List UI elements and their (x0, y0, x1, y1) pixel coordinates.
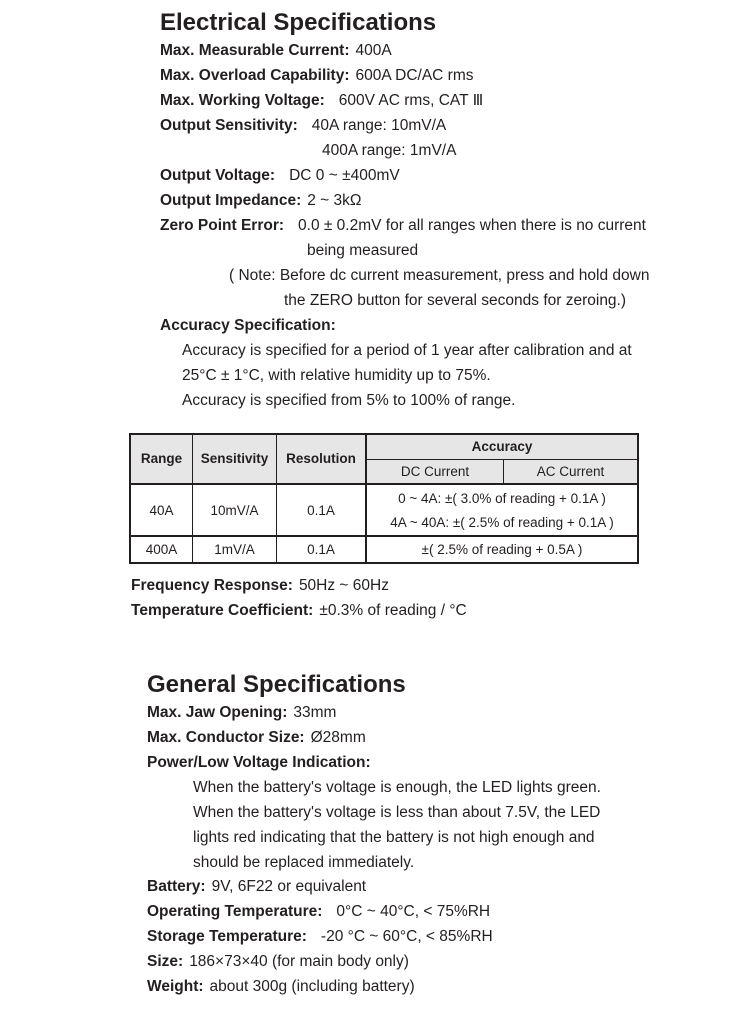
spec-operating-temp (147, 902, 490, 922)
cell-range: 40A (149, 502, 174, 518)
accuracy-line-2: 25°C ± 1°C, with relative humidity up to 75%. (182, 367, 491, 384)
spec-jaw (147, 703, 336, 723)
spec-weight (147, 977, 415, 997)
note-line-1: ( Note: Before dc current measurement, press and hold down (229, 267, 650, 284)
header-ac-current: AC Current (504, 460, 637, 483)
spec-temp-coeff (131, 601, 467, 621)
spec-value: 9V, 6F22 or equivalent (211, 878, 367, 895)
header-resolution: Resolution (277, 435, 365, 483)
spec-value: 400A (355, 42, 392, 59)
spec-max-current (160, 41, 392, 61)
cell-range: 400A (145, 541, 178, 557)
spec-label: Max. Working Voltage: (160, 92, 325, 109)
accuracy-line-1: Accuracy is specified for a period of 1 year after calibration and at (182, 342, 632, 359)
spec-value: 50Hz ~ 60Hz (298, 577, 389, 594)
spec-value: 33mm (293, 704, 337, 721)
spec-label: Storage Temperature: (147, 928, 307, 945)
header-sensitivity: Sensitivity (193, 435, 276, 483)
spec-value: ±0.3% of reading / °C (319, 602, 467, 619)
table-divider (131, 483, 637, 485)
header-range: Range (131, 435, 192, 483)
spec-output-sensitivity-2: 400A range: 1mV/A (322, 142, 457, 159)
cell-sensitivity: 1mV/A (214, 541, 255, 557)
spec-value: 2 ~ 3kΩ (307, 192, 362, 209)
spec-value: Ø28mm (310, 729, 366, 746)
spec-label: Max. Conductor Size: (147, 729, 305, 746)
table-divider (192, 435, 193, 562)
accuracy-spec-label: Accuracy Specification: (160, 317, 336, 334)
note-line-2: the ZERO button for several seconds for zeroing.) (284, 292, 627, 309)
spec-overload (160, 66, 474, 86)
spec-value: 600V AC rms, CAT Ⅲ (338, 92, 484, 109)
spec-value: -20 °C ~ 60°C, < 85%RH (320, 928, 493, 945)
cell-resolution: 0.1A (307, 541, 335, 557)
spec-zero-error-2: being measured (307, 242, 419, 259)
spec-label: Zero Point Error: (160, 217, 285, 234)
table-divider (276, 435, 277, 562)
power-label: Power/Low Voltage Indication: (147, 754, 371, 771)
spec-label: Max. Jaw Opening: (147, 704, 288, 721)
spec-zero-error (160, 216, 646, 236)
spec-value: about 300g (including battery) (209, 978, 415, 995)
spec-output-impedance (160, 191, 361, 211)
table-divider (131, 535, 637, 537)
general-title: General Specifications (147, 671, 406, 698)
spec-label: Output Impedance: (160, 192, 302, 209)
spec-output-voltage (160, 166, 400, 186)
spec-value: 0°C ~ 40°C, < 75%RH (336, 903, 491, 920)
spec-frequency (131, 576, 389, 596)
spec-label: Operating Temperature: (147, 903, 323, 920)
spec-label: Max. Measurable Current: (160, 42, 350, 59)
cell-sensitivity: 10mV/A (210, 502, 259, 518)
cell-accuracy: ±( 2.5% of reading + 0.5A ) (421, 541, 583, 557)
spec-value: 600A DC/AC rms (355, 67, 474, 84)
cell-resolution: 0.1A (307, 502, 335, 518)
accuracy-table (129, 433, 639, 564)
spec-size (147, 952, 409, 972)
spec-value: 186×73×40 (for main body only) (189, 953, 409, 970)
spec-value: 40A range: 10mV/A (311, 117, 447, 134)
spec-output-sensitivity (160, 116, 446, 136)
table-divider (367, 459, 637, 460)
spec-value: DC 0 ~ ±400mV (289, 167, 400, 184)
spec-label: Output Sensitivity: (160, 117, 298, 134)
power-line-3: lights red indicating that the battery is not high enough and (193, 829, 595, 846)
header-accuracy: Accuracy (367, 435, 637, 459)
power-line-1: When the battery's voltage is enough, the LED lights green. (193, 779, 601, 796)
table-divider (503, 459, 504, 483)
power-line-2: When the battery's voltage is less than about 7.5V, the LED (193, 804, 601, 821)
header-dc-current: DC Current (367, 460, 503, 483)
table-divider (365, 435, 367, 562)
spec-label: Output Voltage: (160, 167, 276, 184)
spec-working-voltage (160, 91, 483, 111)
spec-storage-temp (147, 927, 493, 947)
spec-label: Frequency Response: (131, 577, 293, 594)
spec-label: Weight: (147, 978, 204, 995)
spec-label: Size: (147, 953, 184, 970)
accuracy-line-3: Accuracy is specified from 5% to 100% of range. (182, 392, 516, 409)
electrical-title: Electrical Specifications (160, 9, 437, 36)
spec-battery (147, 877, 366, 897)
spec-label: Temperature Coefficient: (131, 602, 314, 619)
spec-conductor (147, 728, 366, 748)
spec-label: Max. Overload Capability: (160, 67, 350, 84)
cell-accuracy-2: 4A ~ 40A: ±( 2.5% of reading + 0.1A ) (390, 515, 614, 530)
spec-value: 0.0 ± 0.2mV for all ranges when there is no current (298, 217, 646, 234)
cell-accuracy-1: 0 ~ 4A: ±( 3.0% of reading + 0.1A ) (398, 491, 606, 506)
spec-label: Battery: (147, 878, 206, 895)
power-line-4: should be replaced immediately. (193, 854, 415, 871)
